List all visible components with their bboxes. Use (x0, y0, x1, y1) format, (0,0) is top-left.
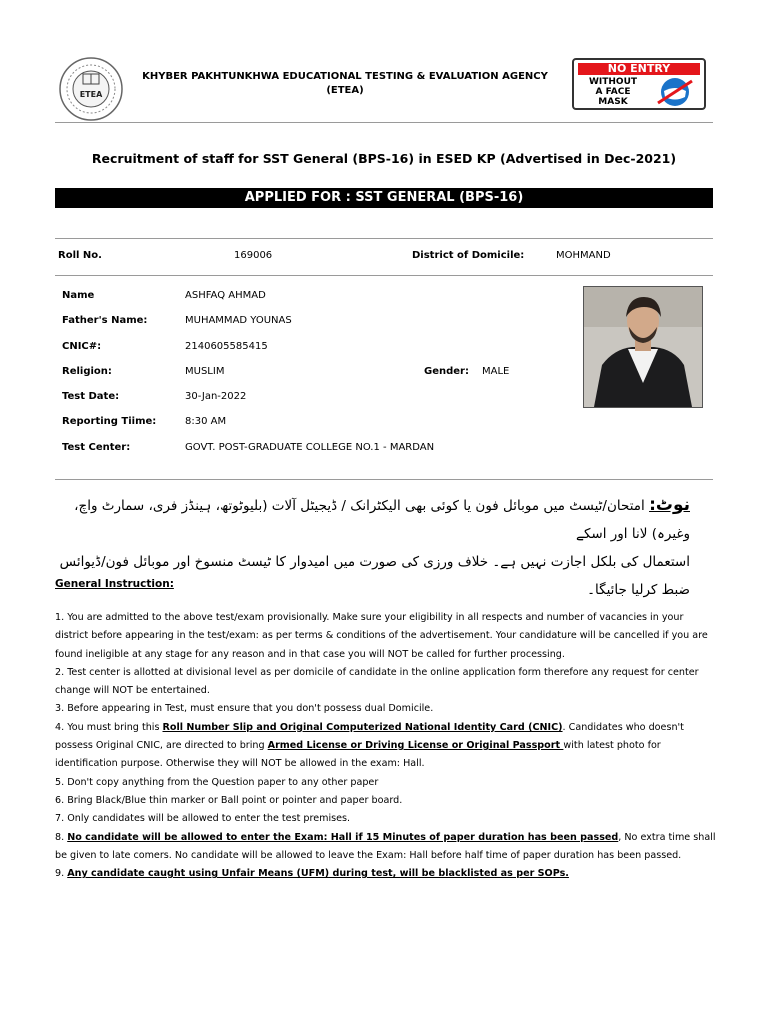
no-entry-mask-sign (572, 58, 706, 110)
instruction-4-c: . Candidates who doesn't possess Original CNIC, are directed to bring (55, 721, 684, 752)
divider (55, 479, 713, 480)
instruction-9-b: Any candidate caught using Unfair Means (UFM) during test, will be blacklisted as per SOPs. (67, 868, 569, 880)
reporting-time-label: Reporting Tiime: (62, 416, 157, 427)
instruction-4 (55, 719, 717, 774)
domicile-label: District of Domicile: (412, 250, 525, 261)
instructions-list (55, 609, 717, 883)
test-date-value: 30-Jan-2022 (185, 391, 247, 402)
roll-value: 169006 (234, 250, 273, 261)
divider (55, 275, 713, 276)
urdu-note-line2: استعمال کی بلکل اجازت نہیں ہے۔ خلاف ورزی کی صورت میں امیدوار کا ٹیسٹ منسوخ اور موبائل فون/ڈیوائس ضبط کرلیا جائیگا۔ (59, 554, 690, 598)
cnic-value: 2140605585415 (185, 341, 268, 352)
religion-value: MUSLIM (185, 366, 225, 377)
name-value: ASHFAQ AHMAD (185, 290, 266, 301)
instruction-4-a: 4. You must bring this (55, 721, 163, 733)
test-date-label: Test Date: (62, 391, 120, 402)
urdu-note-text1: امتحان/ٹیسٹ میں موبائل فون یا کوئی بھی الیکٹرانک / ڈیجیٹل آلات (بلیوٹوتھ، ہینڈز فری، سمارٹ واچ، وغیرہ) لانا اور اسکے (74, 498, 690, 542)
instruction-9-a: 9. (55, 868, 68, 880)
instruction-6: 6. Bring Black/Blue thin marker or Ball point or pointer and paper board. (55, 794, 403, 806)
recruitment-title: Recruitment of staff for SST General (BPS-16) in ESED KP (Advertised in Dec-2021) (91, 151, 677, 166)
gender-label: Gender: (424, 366, 469, 377)
divider (55, 122, 713, 123)
agency-line2: (ETEA) (326, 85, 364, 96)
instruction-9 (55, 865, 717, 883)
instruction-8-b: No candidate will be allowed to enter the Exam: Hall if 15 Minutes of paper duration has been passed (67, 831, 619, 843)
test-center-value: GOVT. POST-GRADUATE COLLEGE NO.1 - MARDAN (185, 442, 435, 453)
domicile-value: MOHMAND (556, 250, 611, 261)
divider (55, 238, 713, 239)
instruction-4-d: Armed License or Driving License or Original Passport (267, 740, 564, 752)
face-mask-icon (652, 77, 698, 107)
logo-text: ETEA (79, 90, 103, 99)
instruction-8-a: 8. (55, 831, 68, 843)
instruction-4-e: with latest photo for identification purpose. Otherwise they will NOT be allowed in the exam: Hall. (55, 740, 661, 770)
instruction-8 (55, 829, 717, 866)
urdu-note-line1 (58, 491, 690, 548)
roll-label: Roll No. (58, 250, 102, 261)
gender-value: MALE (482, 366, 510, 377)
cnic-label: CNIC#: (62, 341, 102, 352)
mask-sign-text (580, 77, 646, 107)
urdu-note-heading: نوٹ: (649, 495, 690, 515)
candidate-photo (583, 286, 703, 408)
sign-line3: MASK (598, 97, 628, 107)
sign-line1: WITHOUT (588, 77, 638, 87)
test-center-label: Test Center: (62, 442, 131, 453)
instruction-5: 5. Don't copy anything from the Question paper to any other paper (55, 776, 379, 788)
religion-label: Religion: (62, 366, 112, 377)
general-instruction-title: General Instruction: (55, 578, 174, 590)
instruction-8-c: , No extra time shall be given to late comers. No candidate will be allowed to leave the Exam: Hall before half time of paper duration has been passed. (55, 831, 716, 861)
instruction-2: 2. Test center is allotted at divisional level as per domicile of candidate in the online application form therefore any request for center change will NOT be entertained. (55, 666, 699, 697)
name-label: Name (62, 290, 95, 301)
instruction-3: 3. Before appearing in Test, must ensure that you don't possess dual Domicile. (55, 703, 434, 715)
agency-line1: KHYBER PAKHTUNKHWA EDUCATIONAL TESTING & EVALUATION AGENCY (142, 71, 548, 82)
sign-line2: A FACE (595, 87, 631, 97)
instruction-7: 7. Only candidates will be allowed to enter the test premises. (55, 813, 351, 825)
person-photo-icon (584, 287, 702, 407)
applied-for-banner: APPLIED FOR : SST GENERAL (BPS-16) (55, 188, 713, 208)
etea-logo-icon (58, 56, 124, 122)
reporting-time-value: 8:30 AM (185, 416, 227, 427)
no-entry-text: NO ENTRY (578, 63, 700, 75)
instruction-1: 1. You are admitted to the above test/exam provisionally. Make sure your eligibility in all respects and number of vacancies in your district before appearing in the test/exam: as per terms & conditions of the advertisement. Your candidature will be cancelled if you are found ineligible at any stage for any reason and in that case you will NOT be called for further processing. (55, 612, 708, 660)
agency-name (130, 70, 560, 98)
father-value: MUHAMMAD YOUNAS (185, 315, 292, 326)
father-label: Father's Name: (62, 315, 148, 326)
instruction-4-b: Roll Number Slip and Original Computerized National Identity Card (CNIC) (162, 721, 563, 733)
